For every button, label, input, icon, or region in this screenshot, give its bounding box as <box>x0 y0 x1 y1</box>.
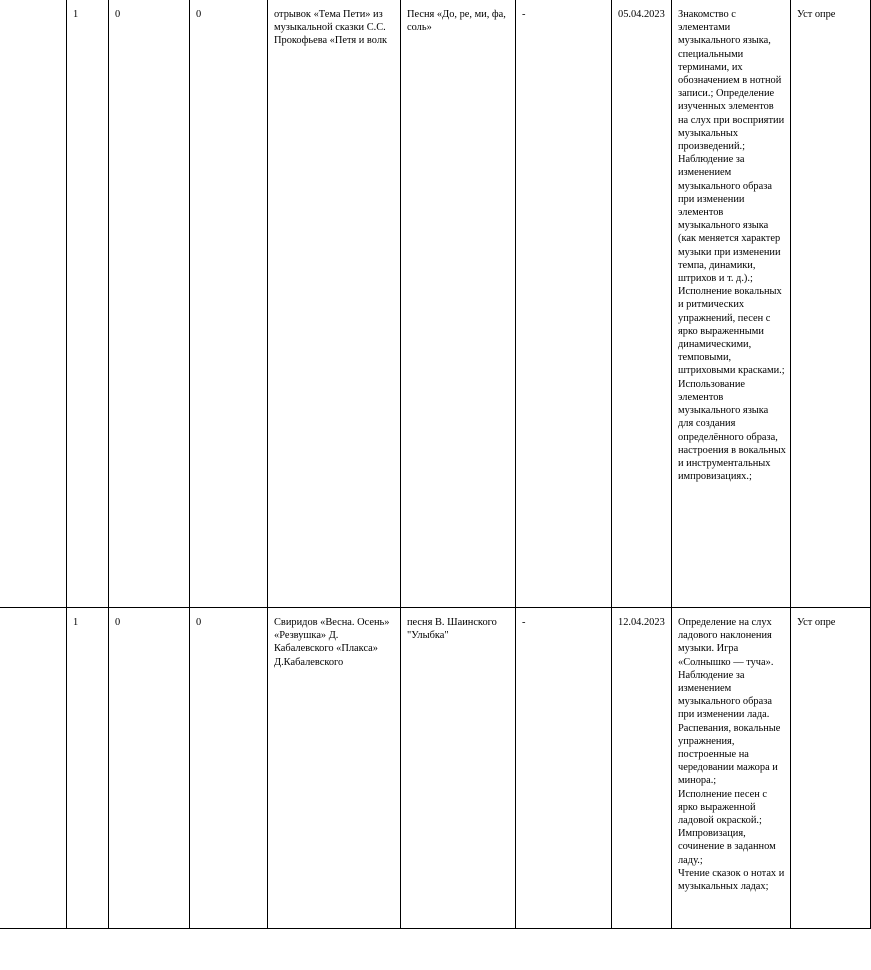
activity-text: Определение на слух ладового наклонения музыки. Игра «Солнышко — туча». Наблюдение за изменением музыкального образа при изменении лада. Распевания, вокальные упражнения, построенные на чередовании мажора и минора.; <box>678 617 781 787</box>
table-row <box>0 608 871 929</box>
listening-cell: отрывок «Тема Пети» из музыкальной сказки С.С. Прокофьева «Петя и волк <box>268 0 401 608</box>
activity-text: Исполнение песен с ярко выраженной ладовой окраской.; <box>678 788 767 827</box>
hours-tests-cell: 0 <box>109 0 190 608</box>
activities-cell <box>672 608 791 929</box>
hours-total-cell: 1 <box>67 608 109 929</box>
activities-cell <box>672 0 791 608</box>
singing-cell: Песня «До, ре, ми, фа, соль» <box>401 0 516 608</box>
module-cell <box>0 608 67 929</box>
hours-practice-cell: 0 <box>190 0 268 608</box>
hours-tests-cell: 0 <box>109 608 190 929</box>
activity-text: Чтение сказок о нотах и музыкальных ладах; <box>678 867 785 893</box>
listening-cell: Свиридов «Весна. Осень» «Резвушка» Д. Кабалевского «Плакса» Д.Кабалевского <box>268 608 401 929</box>
playing-cell: - <box>516 0 612 608</box>
singing-cell: песня В. Шаинского "Улыбка" <box>401 608 516 929</box>
module-cell <box>0 0 67 608</box>
activity-text: Исполнение вокальных и ритмических упражнений, песен с ярко выраженными динамическими, темповыми, штриховыми красками.; <box>678 286 785 377</box>
playing-cell: - <box>516 608 612 929</box>
date-cell: 12.04.2023 <box>612 608 672 929</box>
activity-text: Наблюдение за изменением музыкального образа при изменении элементов музыкального языка (как меняется характер музыки при изменении темпа, динамики, штрихов и т. д.).; <box>678 154 781 285</box>
date-cell: 05.04.2023 <box>612 0 672 608</box>
hours-practice-cell: 0 <box>190 608 268 929</box>
activity-text: Использование элементов музыкального языка для создания определённого образа, настроения в вокальных и инструментальных импровизациях.; <box>678 378 786 483</box>
control-cell: Уст опре <box>791 608 871 929</box>
activity-text: Знакомство с элементами музыкального языка, специальными терминами, их обозначением в нотной записи.; Определение изученных элементов на слух при восприятии музыкальных произведений.; <box>678 9 785 153</box>
control-cell: Уст опре <box>791 0 871 608</box>
hours-total-cell: 1 <box>67 0 109 608</box>
activity-text: Импровизация, сочинение в заданном ладу.; <box>678 828 776 866</box>
